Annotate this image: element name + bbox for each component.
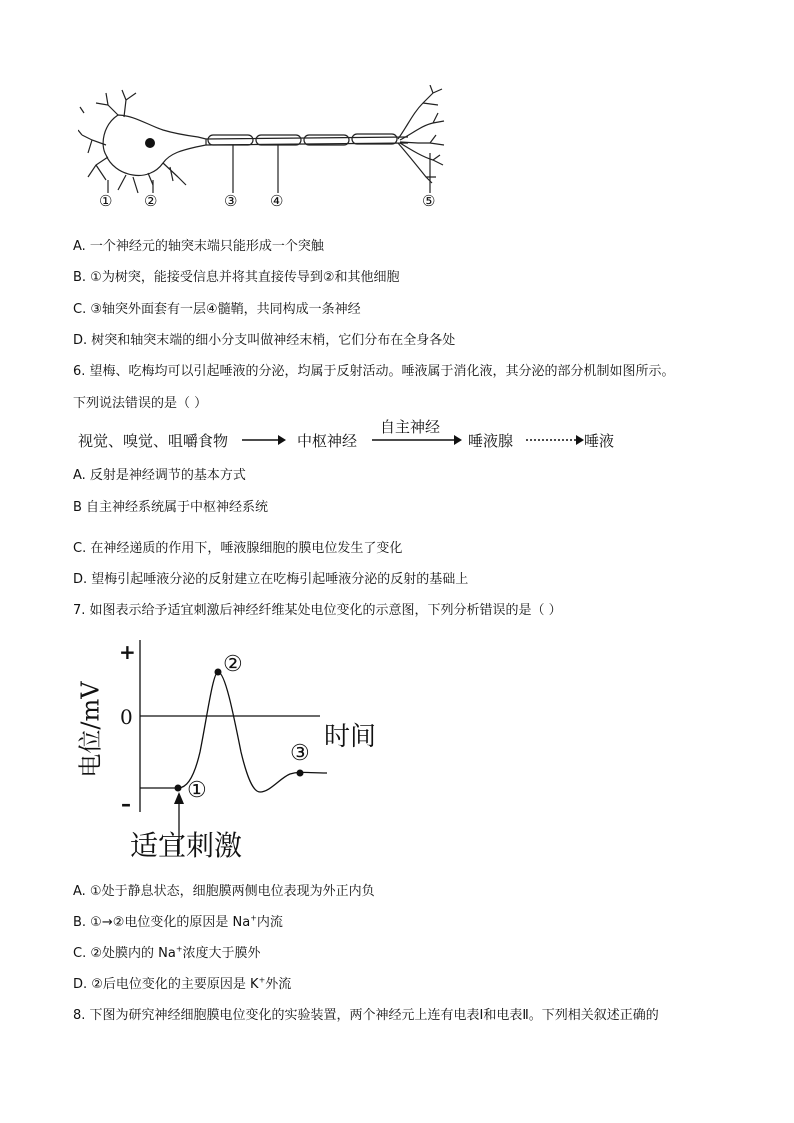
neuron-label-4: ④ [270, 192, 284, 210]
q6-stem-line1: 6. 望梅、吃梅均可以引起唾液的分泌，均属于反射活动。唾液属于消化液，其分泌的部分机制如图所示。 [73, 364, 675, 379]
q7-option-c-text: C. ②处膜内的 Na [73, 946, 176, 961]
graph-x-label: 时间 [324, 722, 377, 752]
q7-option-b-sup: + [250, 913, 257, 923]
q6-option-a: A. 反射是神经调节的基本方式 [73, 468, 246, 483]
graph-y-label: 电位/mV [76, 681, 105, 778]
q7-option-d [73, 973, 291, 992]
q5-option-c: C. ③轴突外面套有一层④髓鞘，共同构成一条神经 [73, 302, 361, 317]
neuron-diagram [78, 85, 448, 215]
q7-option-b [73, 911, 283, 930]
q7-option-d-text: D. ②后电位变化的主要原因是 K [73, 977, 259, 992]
flow-pathway: 自主神经 [380, 418, 441, 436]
q6-option-c: C. 在神经递质的作用下，唾液腺细胞的膜电位发生了变化 [73, 541, 403, 556]
q7-option-c-sup: + [175, 944, 183, 954]
graph-y-minus: – [121, 792, 131, 816]
neuron-label-2: ② [144, 192, 158, 210]
flow-product: 唾液 [584, 432, 615, 450]
q7-option-b-text: B. ①→②电位变化的原因是 Na [73, 915, 251, 930]
flow-gland: 唾液腺 [468, 432, 514, 450]
q7-option-d-tail: 外流 [265, 977, 292, 992]
q6-stem-line2: 下列说法错误的是（ ） [73, 396, 208, 411]
q7-option-d-sup: + [258, 975, 266, 985]
graph-y-zero: 0 [120, 705, 133, 729]
q5-option-a: A. 一个神经元的轴突末端只能形成一个突触 [73, 239, 324, 254]
q7-option-b-tail: 内流 [256, 915, 283, 930]
q6-option-d: D. 望梅引起唾液分泌的反射建立在吃梅引起唾液分泌的反射的基础上 [73, 572, 469, 587]
neuron-label-5: ⑤ [422, 192, 436, 210]
q5-option-d: D. 树突和轴突末端的细小分支叫做神经末梢，它们分布在全身各处 [73, 333, 456, 348]
neuron-label-3: ③ [224, 192, 238, 210]
flow-arrow-dotted [526, 433, 584, 447]
flow-arrow-2 [372, 433, 462, 447]
graph-point-2-label: ② [223, 652, 243, 677]
q5-option-b: B. ①为树突，能接受信息并将其直接传导到②和其他细胞 [73, 270, 400, 285]
q6-option-b: B 自主神经系统属于中枢神经系统 [73, 500, 269, 515]
q7-option-c-tail: 浓度大于膜外 [182, 946, 261, 961]
q7-option-a: A. ①处于静息状态，细胞膜两侧电位表现为外正内负 [73, 884, 375, 899]
graph-point-3-label: ③ [290, 741, 310, 766]
q8-stem: 8. 下图为研究神经细胞膜电位变化的实验装置，两个神经元上连有电表Ⅰ和电表Ⅱ。下列相关叙述正确的 [73, 1008, 659, 1023]
q7-option-c [73, 942, 261, 961]
graph-stimulus-label: 适宜刺激 [130, 829, 243, 862]
neuron-label-1: ① [99, 192, 113, 210]
q7-stem: 7. 如图表示给予适宜刺激后神经纤维某处电位变化的示意图，下列分析错误的是（ ） [73, 603, 562, 618]
flow-center: 中枢神经 [297, 432, 358, 450]
flow-stimuli: 视觉、嗅觉、咀嚼食物 [78, 432, 229, 450]
graph-y-plus: + [119, 640, 136, 664]
flow-arrow-1 [242, 433, 286, 447]
graph-point-1-label: ① [187, 778, 207, 803]
